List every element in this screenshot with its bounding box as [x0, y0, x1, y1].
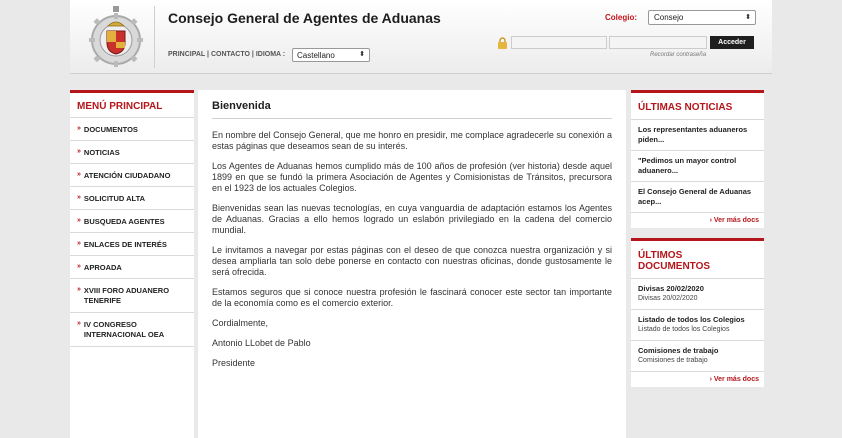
- main-menu: [70, 90, 194, 438]
- double-chevron-icon: »: [77, 217, 81, 224]
- welcome-text: [198, 119, 626, 369]
- menu-item-busqueda-agentes[interactable]: [70, 210, 194, 233]
- top-nav: PRINCIPAL | CONTACTO | IDIOMA :: [168, 51, 286, 58]
- more-news-label: Ver más docs: [713, 217, 759, 224]
- page-title: Bienvenida: [212, 100, 271, 112]
- colegio-select[interactable]: [648, 10, 756, 25]
- latest-news-box: [631, 90, 764, 228]
- news-item[interactable]: Los representantes aduaneros piden...: [631, 120, 764, 151]
- menu-item-label: NOTICIAS: [83, 148, 120, 157]
- double-chevron-icon: »: [77, 240, 81, 247]
- nav-principal[interactable]: PRINCIPAL: [168, 51, 206, 58]
- doc-title: Comisiones de trabajo: [638, 346, 719, 355]
- double-chevron-icon: »: [77, 320, 81, 327]
- double-chevron-icon: »: [77, 194, 81, 201]
- latest-docs-box: [631, 238, 764, 387]
- closing: Cordialmente,: [212, 318, 269, 328]
- menu-item-solicitud-alta[interactable]: [70, 187, 194, 210]
- more-news-link[interactable]: [631, 213, 764, 228]
- menu-item-label: DOCUMENTOS: [83, 125, 138, 134]
- signature-role: Presidente: [212, 358, 256, 368]
- double-chevron-icon: »: [77, 171, 81, 178]
- chevron-right-icon: ›: [709, 376, 714, 383]
- double-chevron-icon: »: [77, 148, 81, 155]
- doc-subtitle: Divisas 20/02/2020: [638, 295, 698, 302]
- nav-contacto[interactable]: CONTACTO: [210, 51, 250, 58]
- latest-docs-title: ÚLTIMOS DOCUMENTOS: [631, 241, 764, 279]
- paragraph: En nombre del Consejo General, que me honro en presidir, me complace agradecerle su conexión a estas páginas que deseamos sean de su interés.: [212, 130, 612, 151]
- site-header: [70, 0, 772, 74]
- menu-item-foro-aduanero[interactable]: [70, 279, 194, 313]
- password-input[interactable]: [609, 36, 707, 49]
- select-arrows-icon: ⬍: [745, 14, 751, 21]
- lock-icon: [497, 37, 508, 49]
- menu-item-documentos[interactable]: [70, 118, 194, 141]
- menu-item-noticias[interactable]: [70, 141, 194, 164]
- right-sidebar: [631, 90, 764, 438]
- paragraph: Estamos seguros que si conoce nuestra profesión le fascinará conocer este sector tan importante de la economía como es el comercio exterior.: [212, 287, 612, 308]
- more-docs-label: Ver más docs: [713, 376, 759, 383]
- doc-item[interactable]: [631, 279, 764, 310]
- menu-item-aproada[interactable]: [70, 256, 194, 279]
- main-header: [198, 90, 626, 118]
- news-item[interactable]: "Pedimos un mayor control aduanero...: [631, 151, 764, 182]
- menu-item-label: SOLICITUD ALTA: [83, 194, 146, 203]
- menu-item-enlaces-interes[interactable]: [70, 233, 194, 256]
- menu-item-congreso-oea[interactable]: [70, 313, 194, 347]
- username-input[interactable]: [511, 36, 607, 49]
- doc-title: Listado de todos los Colegios: [638, 315, 745, 324]
- coat-of-arms-logo[interactable]: [86, 4, 146, 70]
- doc-item[interactable]: [631, 310, 764, 341]
- double-chevron-icon: »: [77, 286, 81, 293]
- double-chevron-icon: »: [77, 263, 81, 270]
- main-menu-title: MENÚ PRINCIPAL: [70, 93, 194, 118]
- colegio-label: Colegio:: [605, 13, 637, 22]
- doc-subtitle: Listado de todos los Colegios: [638, 326, 730, 333]
- sidebar-gap: [631, 228, 764, 238]
- menu-item-atencion-ciudadano[interactable]: [70, 164, 194, 187]
- language-select[interactable]: [292, 48, 370, 62]
- menu-item-label: ATENCIÓN CIUDADANO: [83, 171, 171, 180]
- select-arrows-icon: ⬍: [359, 51, 365, 58]
- menu-item-label: IV CONGRESO INTERNACIONAL OEA: [83, 320, 165, 339]
- menu-item-label: ENLACES DE INTERÉS: [83, 240, 167, 249]
- login-button[interactable]: Acceder: [710, 36, 754, 49]
- nav-idioma: IDIOMA :: [255, 51, 286, 58]
- paragraph: Le invitamos a navegar por estas páginas con el deseo de que conozca nuestra organización y si desea ampliarla tan solo debe ponerse en contacto con nuestras oficinas, donde gustosamente le será ofrecida.: [212, 245, 612, 277]
- news-item[interactable]: El Consejo General de Aduanas acep...: [631, 182, 764, 213]
- doc-item[interactable]: [631, 341, 764, 372]
- header-divider: [154, 6, 155, 68]
- chevron-right-icon: ›: [709, 217, 714, 224]
- menu-item-label: BUSQUEDA AGENTES: [83, 217, 165, 226]
- paragraph: Bienvenidas sean las nuevas tecnologías, en cuya vanguardia de adaptación estamos los Agentes de Aduanas. Gracias a ello hemos logrado un eslabón privilegiado en la cadena del comercio mundial.: [212, 203, 612, 235]
- menu-item-label: APROADA: [83, 263, 122, 272]
- menu-item-label: XVIII FORO ADUANERO TENERIFE: [83, 286, 170, 305]
- site-title: Consejo General de Agentes de Aduanas: [168, 10, 441, 26]
- latest-news-title: ÚLTIMAS NOTICIAS: [631, 93, 764, 120]
- doc-subtitle: Comisiones de trabajo: [638, 357, 708, 364]
- language-select-value: Castellano: [297, 51, 335, 60]
- signature-name: Antonio LLobet de Pablo: [212, 338, 311, 348]
- paragraph: Los Agentes de Aduanas hemos cumplido más de 100 años de profesión (ver historia) desde aquel 1899 en que se fundó la primera Asociación de Agentes y Comisionistas de Tránsitos, precursora en el 1923 de los actuales Colegios.: [212, 161, 612, 193]
- double-chevron-icon: »: [77, 125, 81, 132]
- doc-title: Divisas 20/02/2020: [638, 284, 704, 293]
- main-content: [198, 90, 626, 438]
- more-docs-link[interactable]: [631, 372, 764, 387]
- colegio-select-value: Consejo: [654, 13, 684, 22]
- remember-password-link[interactable]: Recordar contraseña: [650, 52, 707, 58]
